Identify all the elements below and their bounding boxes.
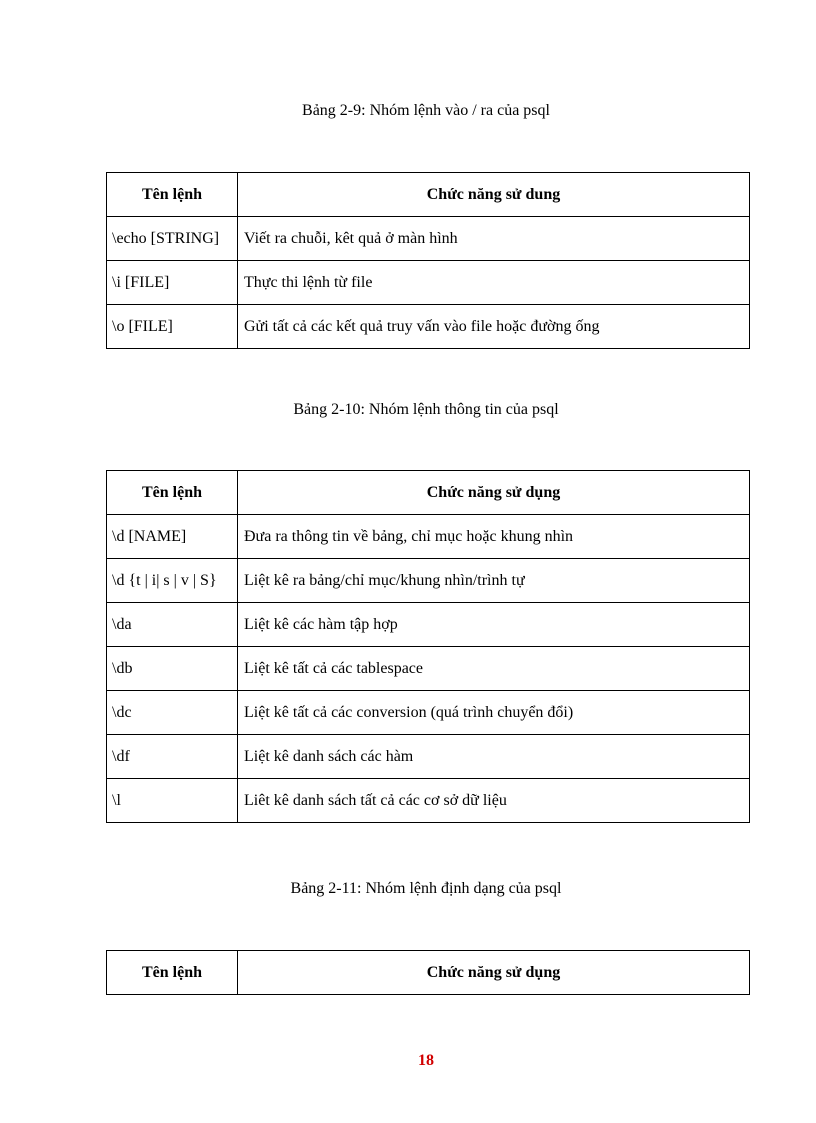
column-header-command-name: Tên lệnh [107,173,238,217]
table-io-commands [106,172,750,349]
command-name-cell: \df [107,735,238,779]
column-header-function: Chức năng sử dụng [238,951,750,995]
command-name-cell: \o [FILE] [107,305,238,349]
command-description-cell: Liệt kê tất cả các tablespace [238,647,750,691]
table-row [107,305,750,349]
column-header-function: Chức năng sử dụng [238,471,750,515]
table-caption-2-9: Bảng 2-9: Nhóm lệnh vào / ra của psql [302,102,550,119]
table-row [107,261,750,305]
command-name-cell: \da [107,603,238,647]
command-description-cell: Liệt kê danh sách các hàm [238,735,750,779]
table-row [107,515,750,559]
page-number: 18 [418,1052,434,1069]
command-name-cell: \echo [STRING] [107,217,238,261]
command-name-cell: \db [107,647,238,691]
command-name-cell: \d {t | i| s | v | S} [107,559,238,603]
table-row [107,217,750,261]
command-description-cell: Liêt kê danh sách tất cả các cơ sở dữ liệu [238,779,750,823]
table-header-row [107,173,750,217]
column-header-command-name: Tên lệnh [107,471,238,515]
table-row [107,735,750,779]
command-description-cell: Đưa ra thông tin về bảng, chỉ mục hoặc khung nhìn [238,515,750,559]
command-description-cell: Thực thi lệnh từ file [238,261,750,305]
command-description-cell: Liệt kê ra bảng/chỉ mục/khung nhìn/trình tự [238,559,750,603]
command-description-cell: Gửi tất cả các kết quả truy vấn vào file hoặc đường ống [238,305,750,349]
table-format-commands [106,950,750,995]
table-row [107,559,750,603]
column-header-function: Chức năng sử dung [238,173,750,217]
table-header-row [107,951,750,995]
table-row [107,691,750,735]
table-caption-2-10: Bảng 2-10: Nhóm lệnh thông tin của psql [293,401,559,418]
table-row [107,647,750,691]
table-info-commands [106,470,750,823]
command-name-cell: \d [NAME] [107,515,238,559]
table-caption-2-11: Bảng 2-11: Nhóm lệnh định dạng của psql [290,880,562,897]
column-header-command-name: Tên lệnh [107,951,238,995]
command-name-cell: \l [107,779,238,823]
command-description-cell: Liệt kê tất cả các conversion (quá trình chuyển đổi) [238,691,750,735]
command-description-cell: Viết ra chuỗi, kêt quả ở màn hình [238,217,750,261]
command-description-cell: Liệt kê các hàm tập hợp [238,603,750,647]
command-name-cell: \i [FILE] [107,261,238,305]
table-header-row [107,471,750,515]
table-row [107,603,750,647]
command-name-cell: \dc [107,691,238,735]
table-row [107,779,750,823]
